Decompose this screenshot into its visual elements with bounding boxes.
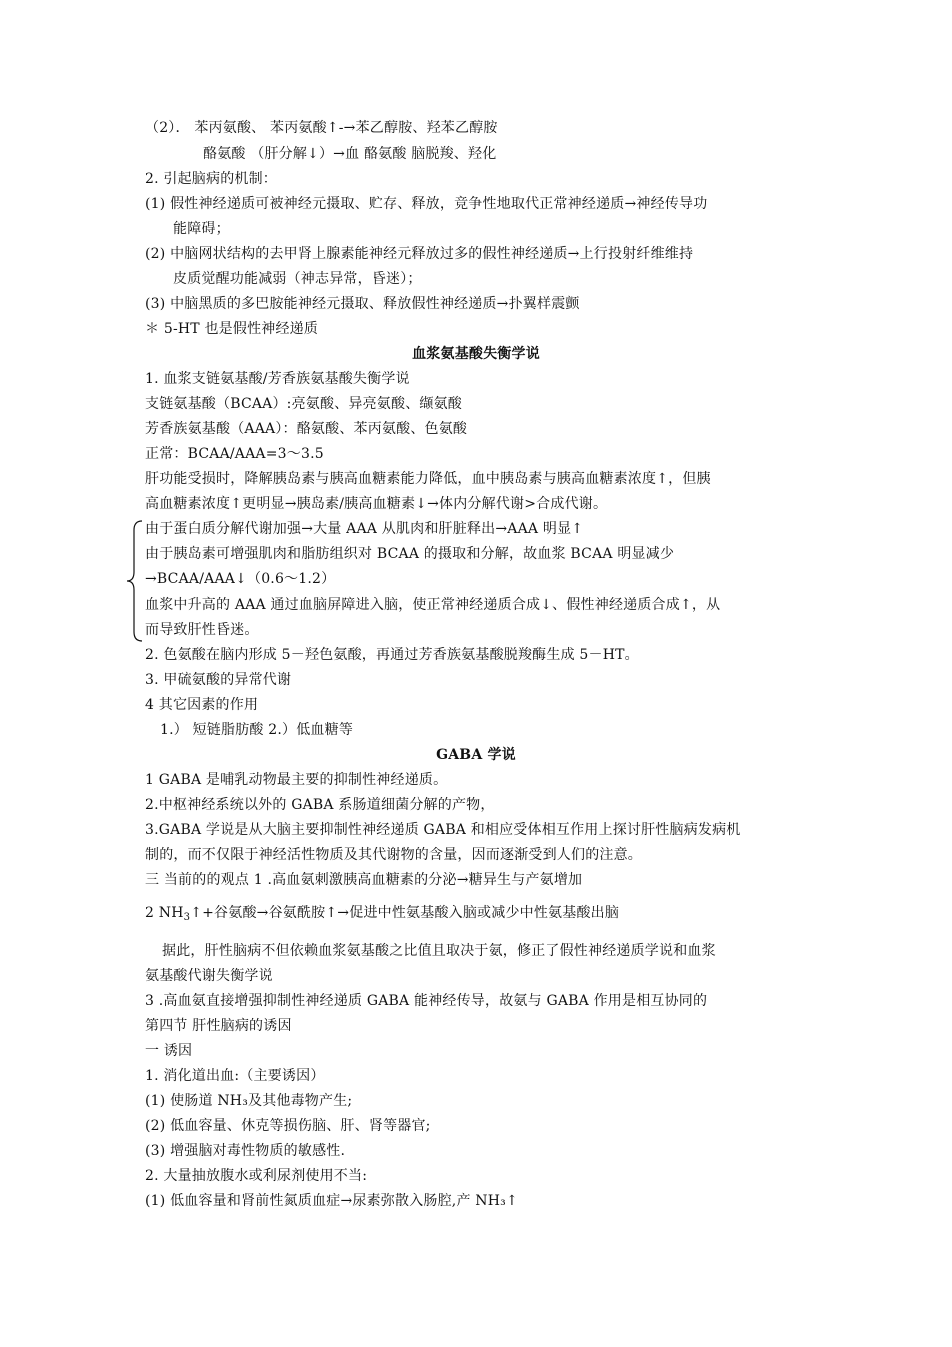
text-line: 正常：BCAA/AAA=3～3.5 xyxy=(145,446,324,462)
text-line: 制的，而不仅限于神经活性物质及其代谢物的含量，因而逐渐受到人们的注意。 xyxy=(145,847,642,863)
text-line: 第四节 肝性脑病的诱因 xyxy=(145,1018,292,1034)
text-line: 三 当前的的观点 1 .高血氨刺激胰高血糖素的分泌→糖异生与产氨增加 xyxy=(145,872,583,888)
text-line: 2. 色氨酸在脑内形成 5－羟色氨酸，再通过芳香族氨基酸脱羧酶生成 5－HT。 xyxy=(145,647,639,663)
text-line: 酪氨酸 （肝分解↓）→血 酪氨酸 脑脱羧、羟化 xyxy=(203,146,497,162)
section-heading: 血浆氨基酸失衡学说 xyxy=(412,346,540,362)
text-line: 4 其它因素的作用 xyxy=(145,697,259,713)
text-line: 由于胰岛素可增强肌肉和脂肪组织对 BCAA 的摄取和分解，故血浆 BCAA 明显减少 xyxy=(145,546,675,562)
text-line: 3. 甲硫氨酸的异常代谢 xyxy=(145,672,292,688)
text-line: 高血糖素浓度↑更明显→胰岛素/胰高血糖素↓→体内分解代谢>合成代谢。 xyxy=(145,496,608,512)
text-line: （2）． 苯丙氨酸、 苯丙氨酸↑-→苯乙醇胺、羟苯乙醇胺 xyxy=(145,120,498,136)
text-line: 由于蛋白质分解代谢加强→大量 AAA 从肌肉和肝脏释出→AAA 明显↑ xyxy=(145,521,584,537)
text-line: (2) 中脑网状结构的去甲肾上腺素能神经元释放过多的假性神经递质→上行投射纤维维持 xyxy=(145,246,694,262)
text-line: 支链氨基酸（BCAA）:亮氨酸、异亮氨酸、缬氨酸 xyxy=(145,396,462,412)
text-line: 3 .高血氨直接增强抑制性神经递质 GABA 能神经传导，故氨与 GABA 作用是相互协同的 xyxy=(145,993,708,1009)
text-line: 2.中枢神经系统以外的 GABA 系肠道细菌分解的产物， xyxy=(145,797,495,813)
text-line: 1. 血浆支链氨基酸/芳香族氨基酸失衡学说 xyxy=(145,371,410,387)
text-line: (3) 中脑黑质的多巴胺能神经元摄取、释放假性神经递质→扑翼样震颤 xyxy=(145,296,580,312)
text-line: 一 诱因 xyxy=(145,1043,193,1059)
text-line: (1) 假性神经递质可被神经元摄取、贮存、释放，竞争性地取代正常神经递质→神经传导功 xyxy=(145,196,708,212)
text-line: 3.GABA 学说是从大脑主要抑制性神经递质 GABA 和相应受体相互作用上探讨肝性脑病发病机 xyxy=(145,822,741,838)
subscript: 3 xyxy=(183,912,191,923)
text-line: 而导致肝性昏迷。 xyxy=(145,622,259,638)
text-line: (2) 低血容量、休克等损伤脑、肝、肾等器官; xyxy=(145,1118,431,1134)
curly-brace xyxy=(126,520,144,642)
text-line: 2. 大量抽放腹水或利尿剂使用不当: xyxy=(145,1168,368,1184)
text-line: →BCAA/AAA↓（0.6～1.2） xyxy=(145,571,336,587)
text-line: 1.） 短链脂肪酸 2.）低血糖等 xyxy=(160,722,354,738)
text-line: 皮质觉醒功能减弱（神志异常，昏迷）； xyxy=(173,271,422,287)
text-line: 1. 消化道出血:（主要诱因） xyxy=(145,1068,325,1084)
text-segment: 2 NH xyxy=(145,905,184,921)
text-line: 氨基酸代谢失衡学说 xyxy=(145,968,273,984)
text-line: 据此，肝性脑病不但依赖血浆氨基酸之比值且取决于氨，修正了假性神经递质学说和血浆 xyxy=(162,943,716,959)
text-line: 芳香族氨基酸（AAA）：酪氨酸、苯丙氨酸、色氨酸 xyxy=(145,421,468,437)
text-line: 血浆中升高的 AAA 通过血脑屏障进入脑，使正常神经递质合成↓、假性神经递质合成↑，从 xyxy=(145,597,721,613)
text-line: (1) 使肠道 NH₃及其他毒物产生; xyxy=(145,1093,353,1109)
text-line: (1) 低血容量和肾前性氮质血症→尿素弥散入肠腔,产 NH₃↑ xyxy=(145,1193,518,1209)
text-line: 肝功能受损时，降解胰岛素与胰高血糖素能力降低，血中胰岛素与胰高血糖素浓度↑，但胰 xyxy=(145,471,711,487)
section-heading: GABA 学说 xyxy=(436,747,516,763)
text-line: 能障碍； xyxy=(173,221,230,237)
text-line: ＊ 5-HT 也是假性神经递质 xyxy=(145,321,319,337)
text-line: 1 GABA 是哺乳动物最主要的抑制性神经递质。 xyxy=(145,772,448,788)
text-line: 2. 引起脑病的机制： xyxy=(145,171,278,187)
text-segment: ↑+谷氨酸→谷氨酰胺↑→促进中性氨基酸入脑或减少中性氨基酸出脑 xyxy=(190,905,620,921)
text-line: (3) 增强脑对毒性物质的敏感性. xyxy=(145,1143,346,1159)
text-line xyxy=(145,904,619,922)
